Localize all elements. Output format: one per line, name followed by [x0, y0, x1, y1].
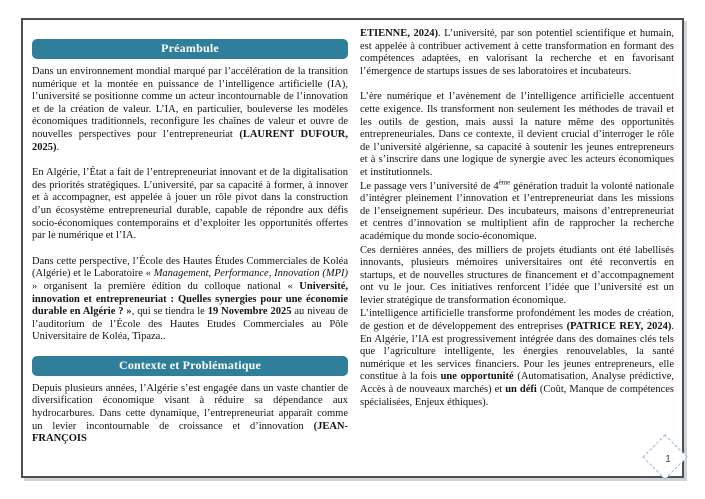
text-run: Université, innovation et entrepreneuriat : Quelles synergies pour une économie durable en Algérie ? »	[32, 280, 348, 318]
left-column	[32, 28, 348, 476]
paragraph	[360, 178, 674, 244]
right-column	[360, 28, 674, 476]
text-run: 19 Novembre 2025	[207, 306, 292, 318]
text-run: Ces dernières années, des milliers de projets étudiants ont été labellisés innovants, plusieurs mémoires universitaires ont été reconvertis en startups, et de nouvelles structures de financement et d’accompagnement ont vu le jour. Ces initiatives renforcent l’idée que l’université est un levier stratégique de transformation économique.	[360, 244, 674, 306]
text-run: Dans cette perspective, l’École des Hautes Études Commerciales de Koléa (Algérie) et le Laboratoire «	[32, 255, 348, 280]
right-column-paragraphs	[360, 28, 674, 409]
section-banner-preambule	[32, 39, 348, 59]
text-run: .	[56, 141, 60, 153]
text-run: L’ère numérique et l’avènement de l’intelligence artificielle accentuent cette exigence. Ils transforment non seulement les méthodes de travail et les outils de gestion, mais aussi la nature même des opportunités entrepreneuriales. Dans ce contexte, il devient crucial d’interroger le rôle de l’université algérienne, sa capacité à soutenir les jeunes entrepreneurs et à s’inscrire dans une logique de synergie avec les acteurs économiques et institutionnels.	[360, 91, 674, 178]
text-run: (JEAN-FRANÇOIS	[32, 420, 348, 445]
page-border-frame	[21, 18, 684, 478]
section-banner-contexte	[32, 356, 348, 376]
paragraph	[360, 28, 674, 78]
paragraph	[360, 308, 674, 409]
text-run: un défi	[505, 384, 537, 396]
section-title-preambule: Préambule	[161, 41, 219, 55]
paragraph	[32, 66, 348, 154]
text-run: (Coût, Manque de compétences spécialisées, Enjeux éthiques).	[360, 384, 674, 408]
text-run: , qui se tiendra le	[131, 306, 208, 318]
section-title-contexte: Contexte et Problématique	[118, 357, 262, 372]
text-run: » organisent la première édition du colloque national «	[32, 280, 300, 292]
paragraph	[32, 383, 348, 446]
text-run: Management, Performance, Innovation (MPI)	[153, 268, 349, 280]
text-run: génération traduit la volonté nationale d’intégrer pleinement l’innovation et l’entrepreneuriat dans les missions de l’enseignement supérieur. Des incubateurs, maisons d’entrepreneuriat et centres d’innovation se multiplient afin de rapprocher la recherche académique du monde socio-économique.	[360, 180, 674, 242]
text-run: (LAURENT DUFOUR, 2025)	[32, 128, 349, 153]
paragraph	[360, 245, 674, 308]
text-run: En Algérie, l’État a fait de l’entrepreneuriat innovant et de la digitalisation des priorités stratégiques. L’université, par sa capacité à former, à innover et à accompagner, est appelée à jouer un rôle pivot dans la construction d’un écosystème entrepreneurial durable, capable de répondre aux défis socio-économiques contemporains et d’exploiter les opportunités offertes par le numérique et l’IA.	[32, 167, 348, 242]
text-run: ETIENNE, 2024)	[360, 28, 438, 39]
paragraph	[360, 91, 674, 179]
page-number: 1	[665, 453, 671, 465]
text-run: . En Algérie, l’IA est progressivement intégrée dans des domaines clés tels que l’agriculture intelligente, les énergies renouvelables, la santé numérique et les services financiers. Pour les jeunes entrepreneurs, elle constitue à la fois	[360, 321, 674, 383]
contexte-paragraphs	[32, 383, 348, 446]
text-run: (Automatisation, Analyse prédictive, Accès à de nouveaux marchés) et	[360, 371, 674, 396]
paragraph	[32, 256, 348, 344]
paragraph	[32, 167, 348, 243]
text-run: ème	[498, 178, 511, 187]
text-run: une opportunité	[440, 371, 514, 383]
text-run: . L’université, par son potentiel scientifique et humain, est appelée à contribuer activement à cette transformation en formant des compétences adaptées, en valorisant la recherche et en favorisant l’émergence de startups issues de ses laboratoires et incubateurs.	[360, 28, 675, 77]
preambule-paragraphs	[32, 66, 348, 344]
text-run: L’intelligence artificielle transforme profondément les modes de création, de gestion et de développement des entreprises	[360, 308, 674, 333]
text-run: au niveau de l’auditorium de l’École des Hautes Etudes Commerciales au Pôle Universitaire de Koléa, Tipaza..	[32, 306, 348, 343]
text-run: (PATRICE REY, 2024)	[566, 321, 672, 333]
text-run: Depuis plusieurs années, l’Algérie s’est engagée dans un vaste chantier de diversification économique visant à réduire sa dépendance aux hydrocarbures. Dans cette dynamique, l’entrepreneuriat apparaît comme un levier incontournable de croissance et d’innovation	[32, 382, 348, 432]
text-run: Dans un environnement mondial marqué par l’accélération de la transition numérique et la montée en puissance de l’intelligence artificielle (IA), l’université se positionne comme un acteur incontournable de l’innovation et de la création de valeur. L’IA, en particulier, bouleverse les modèles économiques traditionnels, reconfigure les chaînes de valeur et ouvre de nouvelles perspectives pour l’entrepreneuriat	[32, 66, 348, 140]
text-run: Le passage vers l’université de 4	[360, 180, 499, 192]
